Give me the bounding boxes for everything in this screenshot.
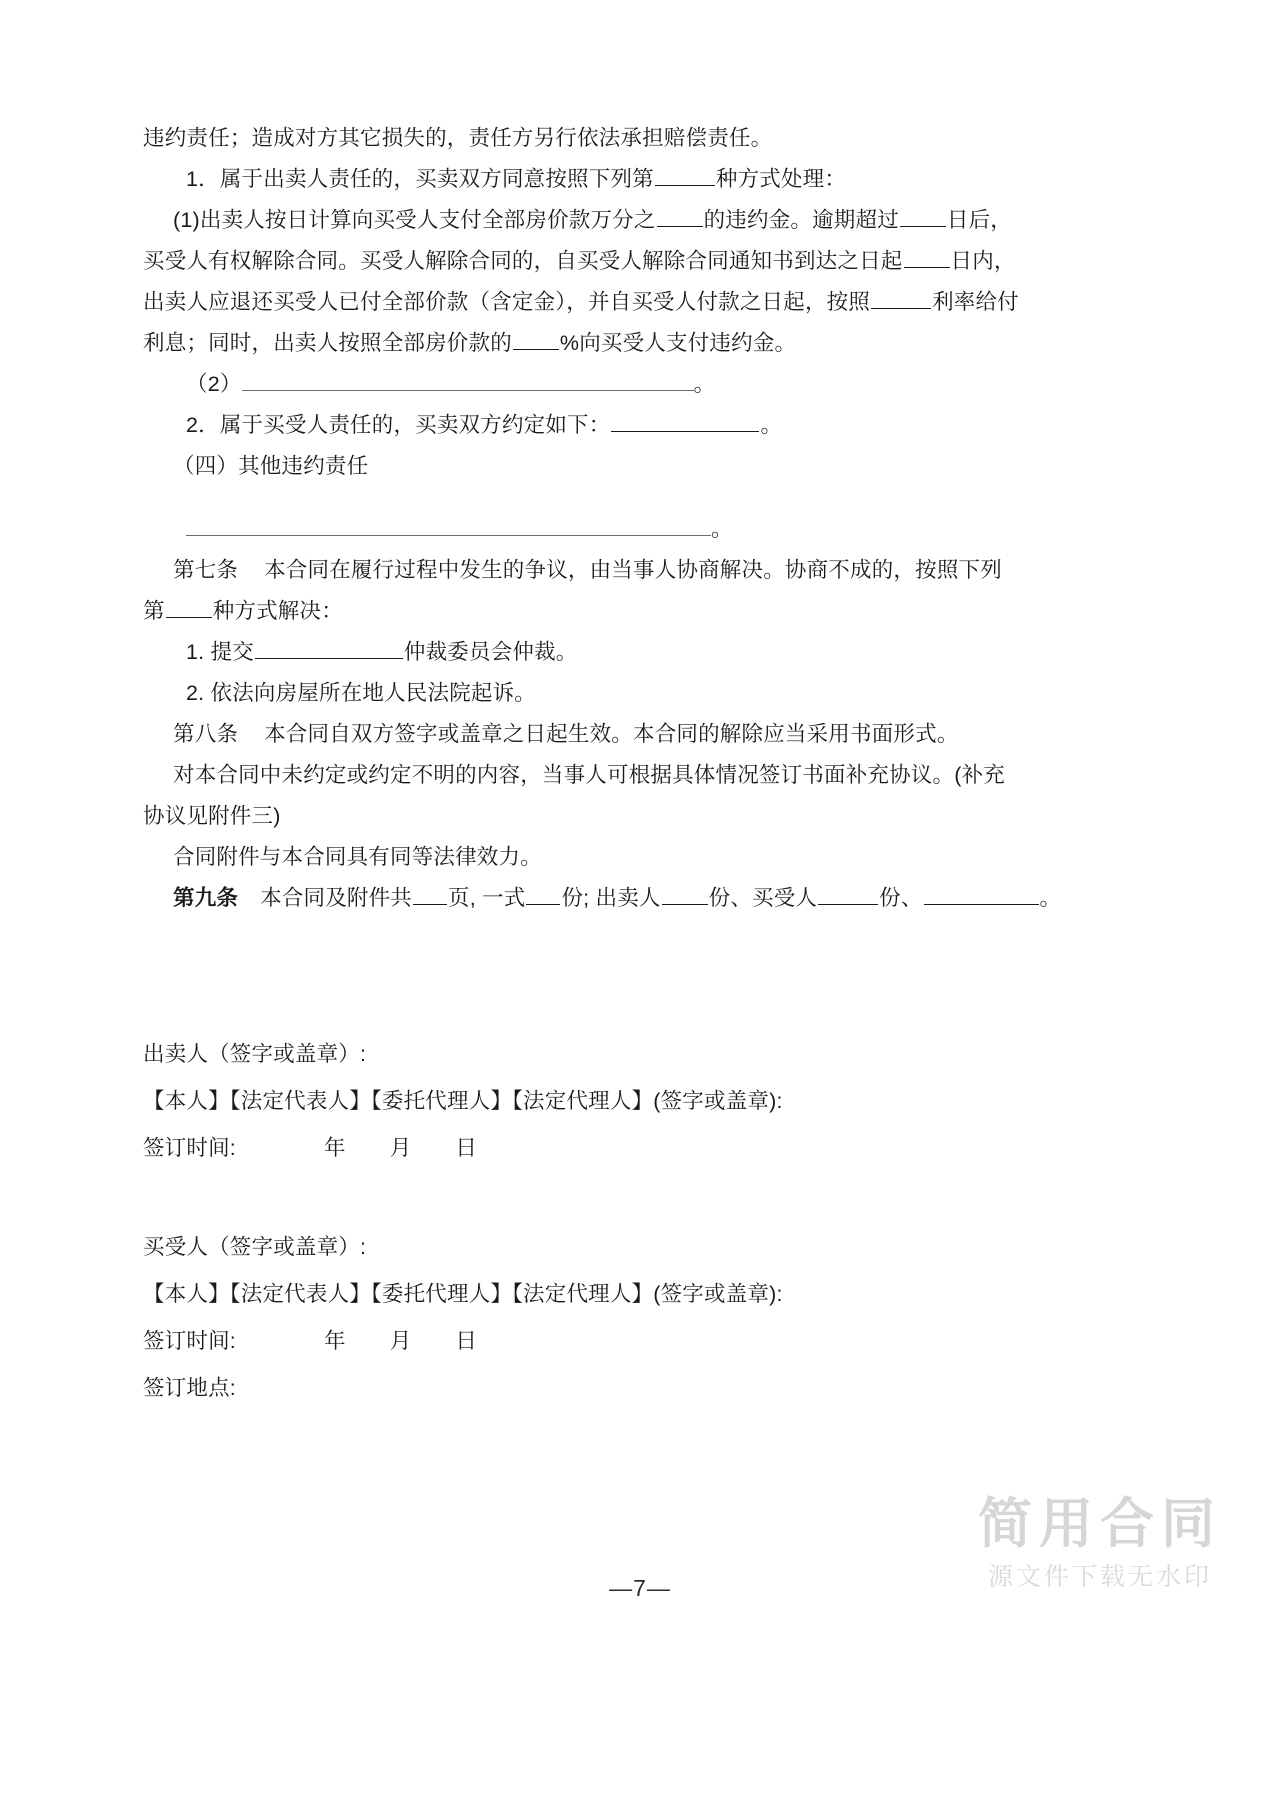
text-article-8-label: 第八条	[173, 722, 239, 746]
seller-date-row	[143, 1125, 973, 1172]
text-l7b: 。	[711, 517, 733, 541]
blank-field-penalty-rate[interactable]	[657, 206, 703, 227]
text-l4a: （2）	[186, 372, 242, 396]
blank-field-total-pages[interactable]	[413, 884, 447, 905]
text-buyer-rep-label: 【本人】【法定代表人】【委托代理人】【法定代理人】(签字或盖章):	[143, 1282, 783, 1306]
blank-field-dispute-method[interactable]	[166, 597, 212, 618]
buyer-date-row	[143, 1318, 973, 1365]
text-article-9-label: 第九条	[173, 886, 239, 910]
blank-field-method-number[interactable]	[655, 165, 715, 186]
paragraph-article-8	[143, 714, 973, 755]
blank-field-interest-rate[interactable]	[871, 288, 931, 309]
blank-field-other-copies[interactable]	[924, 884, 1039, 905]
signature-block-seller	[143, 1031, 973, 1172]
blank-field-buyer-copies[interactable]	[818, 884, 878, 905]
text-l3d: 买受人有权解除合同。买受人解除合同的，自买受人解除合同通知书到达之日起	[143, 249, 903, 273]
text-article-7-label: 第七条	[173, 558, 239, 582]
paragraph-supplementary-line1	[143, 755, 1005, 796]
text-l5a: 2．属于买受人责任的，买卖双方约定如下：	[186, 413, 611, 437]
text-l2b: 种方式处理：	[715, 167, 847, 191]
paragraph-article-9	[143, 878, 1062, 919]
text-l3i: %向买受人支付违约金。	[559, 331, 797, 355]
text-seller-rep-label: 【本人】【法定代表人】【委托代理人】【法定代理人】(签字或盖章):	[143, 1089, 783, 1113]
text-l3e: 日内，	[950, 249, 1016, 273]
text-buyer-place-label: 签订地点:	[143, 1376, 236, 1400]
text-l12a: 对本合同中未约定或约定不明的内容，当事人可根据具体情况签订书面补充协议。(补充	[173, 763, 1005, 787]
text-l12b: 协议见附件三)	[143, 804, 281, 828]
blank-field-arbitration-commission[interactable]	[255, 638, 403, 659]
text-l2a: 1．属于出卖人责任的，买卖双方同意按照下列第	[186, 167, 654, 191]
signature-spacer	[143, 1172, 973, 1224]
blank-field-overdue-days[interactable]	[900, 206, 946, 227]
paragraph-subitem-1-line1	[143, 200, 1013, 241]
paragraph-breach-liability	[143, 118, 973, 159]
section-spacer	[143, 919, 973, 1031]
text-l5b: 。	[760, 413, 783, 437]
paragraph-dispute-option-2	[143, 673, 973, 714]
paragraph-article-7-line2	[143, 591, 973, 632]
text-l4b: 。	[693, 372, 716, 396]
blank-field-notice-days[interactable]	[904, 247, 950, 268]
text-l6: （四）其他违约责任	[173, 454, 369, 478]
text-l14e: 份、买受人	[708, 886, 818, 910]
buyer-place-row	[143, 1365, 973, 1412]
text-l8c: 第	[143, 599, 165, 623]
text-l9a: 1. 提交	[186, 640, 254, 664]
blank-field-subitem-2[interactable]	[242, 370, 694, 391]
text-l10: 2. 依法向房屋所在地人民法院起诉。	[186, 681, 537, 705]
seller-representative-label	[143, 1078, 973, 1125]
text-buyer-date-day: 日	[455, 1329, 478, 1353]
text-buyer-date-label: 签订时间:	[143, 1329, 236, 1353]
text-l3h: 利息；同时，出卖人按照全部房价款的	[143, 331, 512, 355]
buyer-representative-label	[143, 1271, 973, 1318]
text-seller-date-month: 月	[389, 1136, 412, 1160]
paragraph-seller-liability-item	[143, 159, 973, 200]
text-l14f: 份、	[879, 886, 923, 910]
text-seller-label: 出卖人（签字或盖章）:	[143, 1042, 367, 1066]
text-l8b: 本合同在履行过程中发生的争议，由当事人协商解决。协商不成的，按照下列	[264, 558, 1002, 582]
document-body	[143, 118, 1062, 1412]
text-buyer-date-year: 年	[323, 1329, 346, 1353]
blank-field-total-copies[interactable]	[526, 884, 560, 905]
paragraph-subitem-1-line4	[143, 323, 973, 364]
paragraph-dispute-option-1	[143, 632, 973, 673]
paragraph-buyer-liability-item	[143, 405, 973, 446]
text-l3g: 利率给付	[932, 290, 1019, 314]
seller-signature-label	[143, 1031, 973, 1078]
text-l3b: 的违约金。逾期超过	[703, 208, 899, 232]
paragraph-attachment-validity	[143, 837, 973, 878]
text-l9b: 仲裁委员会仲裁。	[403, 640, 578, 664]
blank-field-other-breach[interactable]	[186, 515, 711, 536]
buyer-signature-label	[143, 1224, 973, 1271]
paragraph-other-breach-heading	[143, 446, 973, 487]
text-l1: 违约责任；造成对方其它损失的，责任方另行依法承担赔偿责任。	[143, 126, 773, 150]
text-l8d: 种方式解决：	[212, 599, 343, 623]
text-buyer-label: 买受人（签字或盖章）:	[143, 1235, 367, 1259]
text-seller-date-label: 签订时间:	[143, 1136, 236, 1160]
signature-block-buyer	[143, 1224, 973, 1412]
text-l13: 合同附件与本合同具有同等法律效力。	[173, 845, 542, 869]
paragraph-article-7-line1	[143, 550, 1002, 591]
blank-field-buyer-agreement[interactable]	[611, 411, 759, 432]
blank-field-seller-copies[interactable]	[662, 884, 708, 905]
watermark-sub-text: 源文件下载无水印	[987, 1563, 1212, 1591]
paragraph-subitem-2	[143, 364, 973, 405]
text-l14b: 本合同及附件共	[260, 886, 413, 910]
paragraph-other-breach-blank	[143, 487, 973, 550]
text-seller-date-year: 年	[323, 1136, 346, 1160]
text-l3c: 日后，	[946, 208, 1013, 232]
paragraph-subitem-1-line2	[143, 241, 1016, 282]
paragraph-supplementary-line2	[143, 796, 973, 837]
text-buyer-date-month: 月	[389, 1329, 412, 1353]
watermark-main-text: 简用合同	[978, 1494, 1222, 1554]
text-l14c: 页, 一式	[448, 886, 526, 910]
paragraph-subitem-1-line3	[143, 282, 1019, 323]
text-l3f: 出卖人应退还买受人已付全部价款（含定金），并自买受人付款之日起，按照	[143, 290, 871, 314]
text-seller-date-day: 日	[455, 1136, 478, 1160]
text-l14d: 份; 出卖人	[561, 886, 661, 910]
blank-field-penalty-percent[interactable]	[513, 329, 559, 350]
page-number: —7—	[609, 1575, 671, 1601]
text-l11b: 本合同自双方签字或盖章之日起生效。本合同的解除应当采用书面形式。	[264, 722, 959, 746]
text-l3a: (1)出卖人按日计算向买受人支付全部房价款万分之	[173, 208, 656, 232]
text-l14g: 。	[1039, 886, 1062, 910]
